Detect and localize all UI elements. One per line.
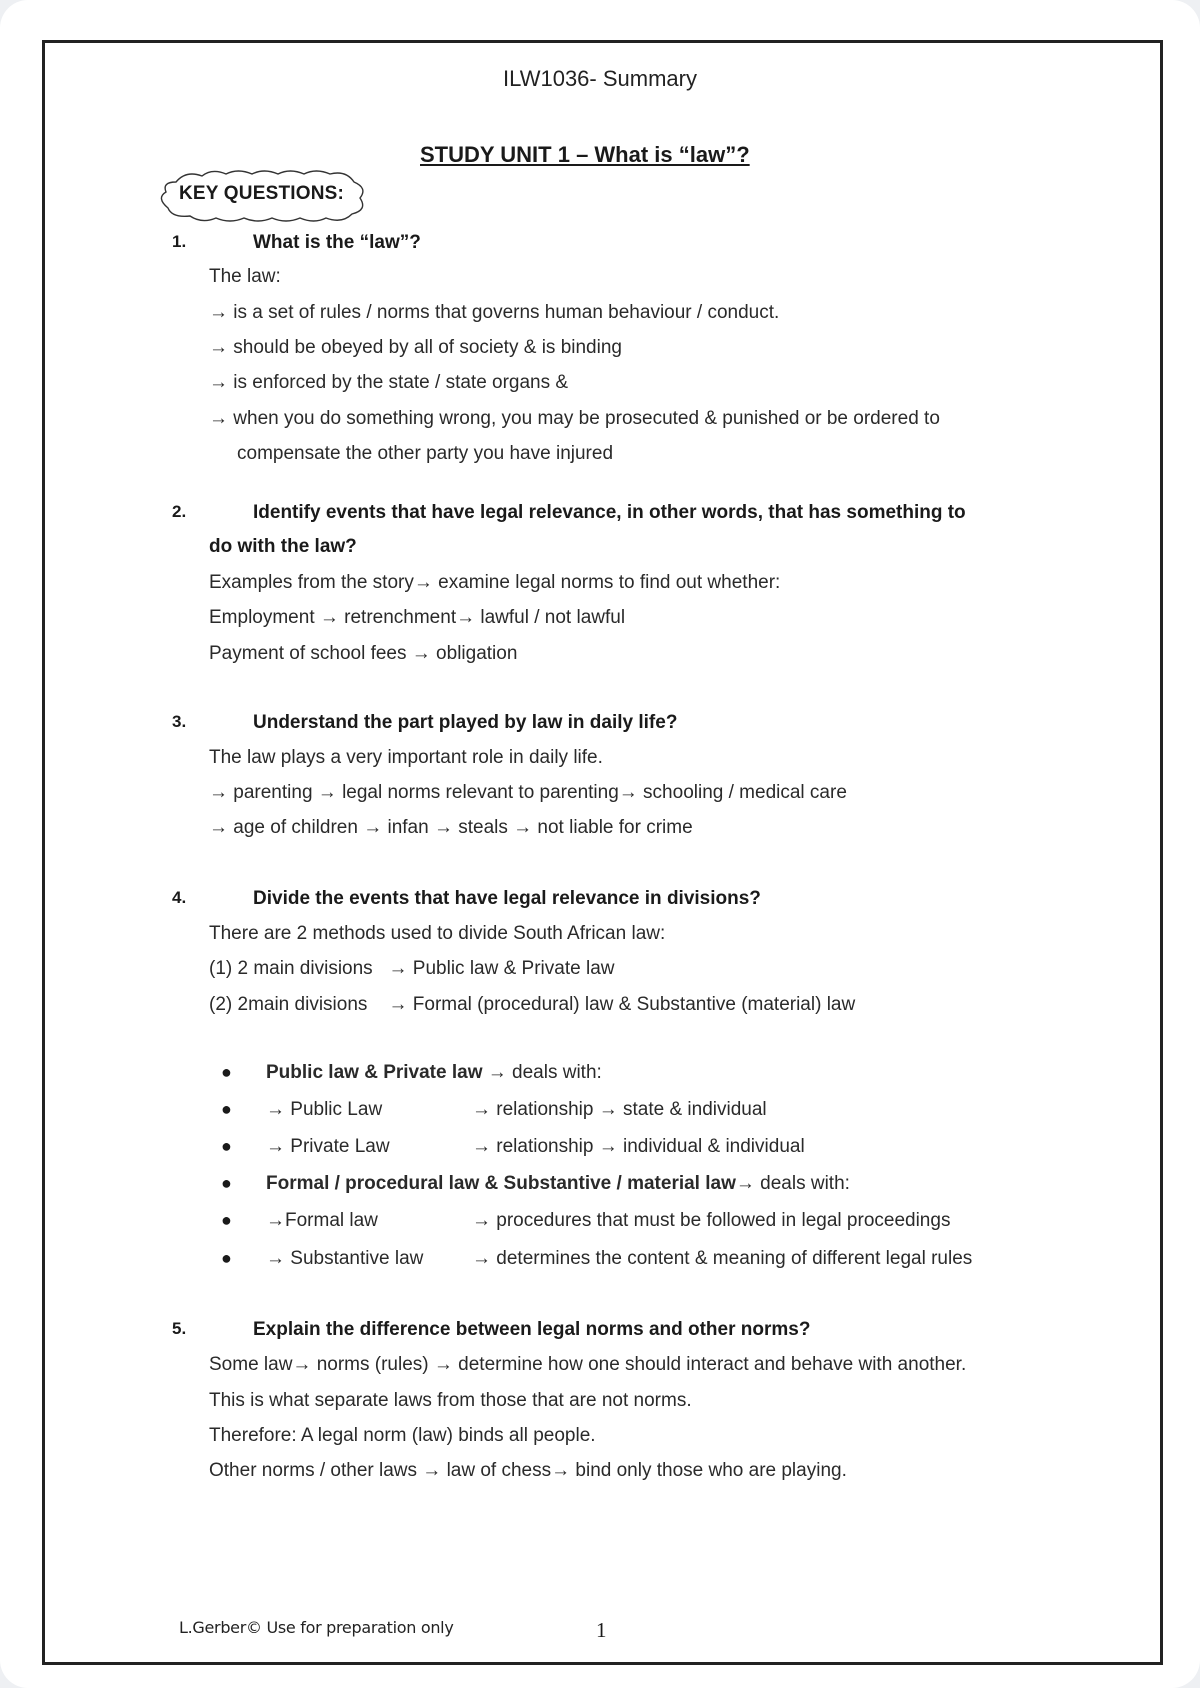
bullet-dot: ● — [221, 1062, 232, 1082]
bullet-definition: → relationship → state & individual — [472, 1099, 767, 1120]
bullet-heading: Public law & Private law — [266, 1062, 483, 1083]
q1-line: → should be obeyed by all of society & is binding — [209, 337, 622, 358]
question-5-title: Explain the difference between legal norms and other norms? — [253, 1319, 811, 1340]
bullet-definition: → procedures that must be followed in legal proceedings — [472, 1210, 951, 1231]
page-number: 1 — [596, 1618, 607, 1642]
q4-line: (2) 2main divisions → Formal (procedural) law & Substantive (material) law — [209, 994, 856, 1015]
q2-line: Employment → retrenchment→ lawful / not lawful — [209, 607, 626, 628]
bullet-dot: ● — [221, 1173, 232, 1193]
question-4-number: 4. — [172, 888, 187, 907]
q1-line: → is enforced by the state / state organs & — [209, 372, 569, 393]
bullet-term: → Public Law — [266, 1099, 383, 1120]
bullet-dot: ● — [221, 1248, 232, 1268]
question-2-title-cont: do with the law? — [209, 536, 357, 557]
bullet-item — [266, 1062, 602, 1084]
q3-line: The law plays a very important role in daily life. — [209, 747, 603, 768]
q1-line: → when you do something wrong, you may be prosecuted & punished or be ordered to — [209, 408, 940, 429]
key-questions-label: KEY QUESTIONS: — [179, 183, 345, 204]
question-1-title: What is the “law”? — [253, 232, 421, 253]
bullet-dot: ● — [221, 1210, 232, 1230]
bullet-definition: → determines the content & meaning of different legal rules — [472, 1248, 973, 1269]
q5-line: This is what separate laws from those that are not norms. — [209, 1390, 692, 1411]
q5-line: Other norms / other laws → law of chess→ bind only those who are playing. — [209, 1460, 847, 1481]
document-header-title: ILW1036- Summary — [503, 66, 697, 91]
question-1-number: 1. — [172, 232, 187, 251]
bullet-term: → Substantive law — [266, 1248, 424, 1269]
bullet-dot: ● — [221, 1099, 232, 1119]
study-unit-title: STUDY UNIT 1 – What is “law”? — [420, 142, 750, 167]
key-questions-cloud — [156, 168, 370, 224]
bullet-heading: Formal / procedural law & Substantive / material law — [266, 1173, 736, 1194]
footer-copyright: L.Gerber© Use for preparation only — [179, 1618, 454, 1637]
question-4-title: Divide the events that have legal relevance in divisions? — [253, 888, 761, 909]
q3-line: → age of children → infan → steals → not liable for crime — [209, 817, 693, 838]
q4-line: There are 2 methods used to divide South African law: — [209, 923, 666, 944]
q1-line: → is a set of rules / norms that governs human behaviour / conduct. — [209, 302, 780, 323]
bullet-term: → Private Law — [266, 1136, 390, 1157]
q3-line: → parenting → legal norms relevant to parenting→ schooling / medical care — [209, 782, 847, 803]
question-3-number: 3. — [172, 712, 187, 731]
q2-line: Payment of school fees → obligation — [209, 643, 518, 664]
question-2-number: 2. — [172, 502, 187, 521]
bullet-heading-rest: → deals with: — [482, 1062, 602, 1083]
q1-line: compensate the other party you have injured — [237, 443, 614, 464]
bullet-term: →Formal law — [266, 1210, 378, 1231]
question-5-number: 5. — [172, 1319, 187, 1338]
bullet-heading-rest: → deals with: — [735, 1173, 850, 1194]
bullet-item — [266, 1173, 850, 1195]
question-3-title: Understand the part played by law in daily life? — [253, 712, 678, 733]
bullet-definition: → relationship → individual & individual — [472, 1136, 805, 1157]
question-2-title: Identify events that have legal relevance, in other words, that has something to — [253, 502, 966, 523]
q2-line: Examples from the story→ examine legal norms to find out whether: — [209, 572, 781, 593]
q4-line: (1) 2 main divisions → Public law & Private law — [209, 958, 615, 979]
q1-line: The law: — [209, 266, 281, 287]
bullet-dot: ● — [221, 1136, 232, 1156]
q5-line: Some law→ norms (rules) → determine how one should interact and behave with another. — [209, 1354, 967, 1375]
q5-line: Therefore: A legal norm (law) binds all people. — [209, 1425, 596, 1446]
